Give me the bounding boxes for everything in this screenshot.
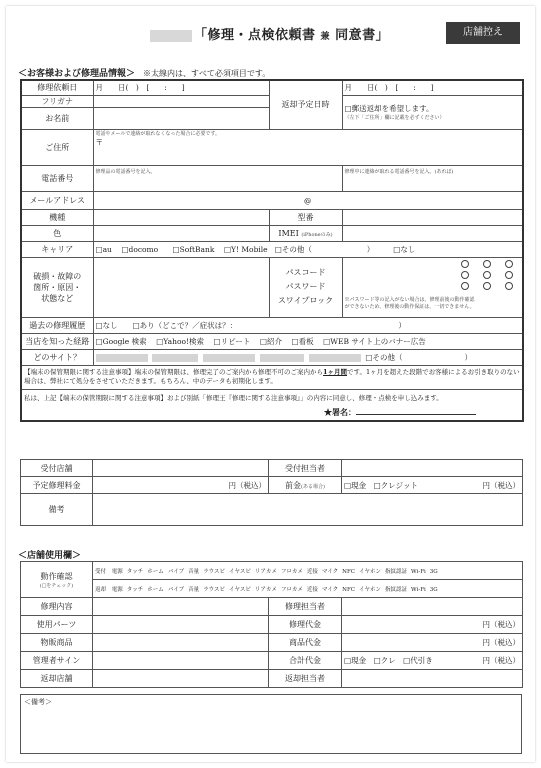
check-item[interactable]: タッチ xyxy=(126,568,144,575)
check-item[interactable]: Wi-Fi xyxy=(411,568,426,575)
repair-fee-field[interactable]: 円（税込） xyxy=(342,616,523,634)
mail-return-option[interactable]: □郵送返却を希望します。 （左下「ご住所」欄に記載を必ずください） xyxy=(342,95,523,129)
manager-sign-field[interactable] xyxy=(93,652,269,670)
deposit-field[interactable]: □現金 □クレジット 円（税込） xyxy=(342,477,523,494)
check-item[interactable]: 指紋認証 xyxy=(385,586,408,593)
check-item[interactable]: ホーム xyxy=(147,586,164,593)
store-copy-badge: 店舗控え xyxy=(446,22,520,44)
total-field[interactable]: □現金 □クレ □代引き 円（税込） xyxy=(342,652,523,670)
email-label: メールアドレス xyxy=(21,191,93,209)
store-use-table xyxy=(20,561,523,688)
reception-staff-label: 受付担当者 xyxy=(269,460,342,477)
source-label: 当店を知った経路 xyxy=(21,333,93,349)
check-item[interactable]: バイブ xyxy=(167,568,185,575)
return-store-label: 返却店舗 xyxy=(21,670,93,688)
source-option-yahoo[interactable]: □Yahoo!検索 xyxy=(156,336,204,346)
swipe-dot-icon xyxy=(483,260,491,268)
swipe-dot-icon xyxy=(461,282,469,290)
deposit-label: 前金(ある場合) xyxy=(269,477,342,494)
check-item[interactable]: 3G xyxy=(429,568,438,575)
check-item[interactable]: 指紋認証 xyxy=(385,568,408,575)
check-item[interactable]: 音量 xyxy=(188,586,200,593)
check-item[interactable]: 近接 xyxy=(306,586,318,593)
carrier-option-docomo[interactable]: □docomo xyxy=(121,244,159,254)
carrier-option-none[interactable]: □なし xyxy=(393,244,416,254)
storage-disclaimer: 【端末の保管期限に関する注意事項】端末の保管期限は、修理完了のご案内から修理不可のご案内から1ヶ月間です。1ヶ月を超えた段階でお客様によるお引き取りのない場合は、弊社にて処分をさせていただきます。もちろん、中のデータも初期化します。 xyxy=(21,365,523,389)
lock-labels: パスコード パスワード スワイプロック xyxy=(269,257,342,317)
repair-history-field[interactable]: □なし □あり（どこで？／症状は？： ） xyxy=(93,317,523,333)
model-number-label: 型番 xyxy=(269,209,342,225)
model-number-field[interactable] xyxy=(342,209,523,225)
imei-field[interactable] xyxy=(342,225,523,241)
swipe-dot-icon xyxy=(505,260,513,268)
check-item[interactable]: マイク xyxy=(321,568,339,575)
carrier-option-other[interactable]: □その他（ xyxy=(274,244,312,254)
reception-store-field[interactable] xyxy=(93,460,269,477)
total-label: 合計代金 xyxy=(269,652,342,670)
return-date-field[interactable]: 月 日( ) [ : ] xyxy=(342,80,523,95)
site-option-other[interactable]: □その他（ xyxy=(365,352,403,362)
check-item[interactable]: フロカメ xyxy=(280,586,303,593)
address-field[interactable]: 電話やメールで連絡が取れなくなった場合に必要です。 〒 xyxy=(93,129,523,165)
goods-fee-field[interactable]: 円（税込） xyxy=(342,634,523,652)
blurred-site-option xyxy=(309,354,361,362)
return-check-row[interactable]: 返却 電源 タッチ ホーム バイブ 音量 ラウスピ イヤスピ リアカメ フロカメ 近接 マイク NFC イヤホン 指紋認証 Wi-Fi 3G xyxy=(93,580,523,598)
source-option-web-banner[interactable]: □WEB サイト上のバナー広告 xyxy=(323,336,426,346)
imei-label: IMEI (iPhoneのみ) xyxy=(269,225,342,241)
swipe-dot-icon xyxy=(461,260,469,268)
repair-fee-label: 修理代金 xyxy=(269,616,342,634)
repair-content-field[interactable] xyxy=(93,598,269,616)
furigana-field[interactable] xyxy=(93,95,269,107)
goods-fee-label: 商品代金 xyxy=(269,634,342,652)
check-item[interactable]: 電源 xyxy=(111,586,123,593)
check-item[interactable]: リアカメ xyxy=(254,586,277,593)
carrier-option-softbank[interactable]: □SoftBank xyxy=(172,244,215,254)
color-label: 色 xyxy=(21,225,93,241)
carrier-option-au[interactable]: □au xyxy=(95,244,112,254)
return-staff-field[interactable] xyxy=(342,670,523,688)
source-option-google[interactable]: □Google 検索 xyxy=(95,336,147,346)
reception-check-row[interactable]: 受付 電源 タッチ ホーム バイブ 音量 ラウスピ イヤスピ リアカメ フロカメ 近接 マイク NFC イヤホン 指紋認証 Wi-Fi 3G xyxy=(93,562,523,580)
return-date-label: 返却予定日時 xyxy=(269,80,342,129)
blurred-site-option xyxy=(152,354,198,362)
check-item[interactable]: 電源 xyxy=(111,568,123,575)
parts-field[interactable] xyxy=(93,616,269,634)
email-field[interactable]: @ xyxy=(93,191,523,209)
blurred-site-option xyxy=(96,354,148,362)
blurred-site-option xyxy=(203,354,255,362)
check-item[interactable]: NFC xyxy=(342,586,356,593)
check-item[interactable]: イヤスピ xyxy=(229,586,251,593)
check-item[interactable]: フロカメ xyxy=(280,568,303,575)
remarks-field[interactable] xyxy=(93,494,523,526)
return-staff-label: 返却担当者 xyxy=(269,670,342,688)
source-option-repeat[interactable]: □リピート xyxy=(213,336,251,346)
swipe-pattern-grid[interactable] xyxy=(345,260,521,293)
check-item[interactable]: 3G xyxy=(429,586,438,593)
repair-staff-label: 修理担当者 xyxy=(269,598,342,616)
check-item[interactable]: イヤホン xyxy=(359,568,382,575)
carrier-options[interactable]: □au □docomo □SoftBank □Y! Mobile □その他（ ） □なし xyxy=(93,241,523,257)
check-item[interactable]: イヤスピ xyxy=(229,568,251,575)
swipe-dot-icon xyxy=(483,282,491,290)
request-date-label: 修理依頼日 xyxy=(21,80,93,95)
reception-table xyxy=(20,459,523,526)
goods-label: 物販商品 xyxy=(21,634,93,652)
check-item[interactable]: 近接 xyxy=(306,568,318,575)
store-section-heading: ＜店舗使用欄＞ xyxy=(18,551,82,561)
repair-history-label: 過去の修理履歴 xyxy=(21,317,93,333)
source-options[interactable] xyxy=(93,333,523,349)
reception-staff-field[interactable] xyxy=(342,460,523,477)
page-title: 「修理・点検依頼書 兼 同意書」 xyxy=(150,24,389,43)
store-notes-box[interactable] xyxy=(20,694,522,754)
check-item[interactable]: リアカメ xyxy=(254,568,277,575)
furigana-label: フリガナ xyxy=(21,95,93,107)
name-label: お名前 xyxy=(21,107,93,129)
blurred-site-option xyxy=(260,354,304,362)
site-label: どのサイト？ xyxy=(21,349,93,365)
check-item[interactable]: ラウスピ xyxy=(203,586,226,593)
check-item[interactable]: マイク xyxy=(321,586,339,593)
manager-sign-label: 管理者サイン xyxy=(21,652,93,670)
phone-label: 電話番号 xyxy=(21,165,93,191)
damage-label: 破損・故障の 箇所・原因・ 状態など xyxy=(21,257,93,317)
check-item[interactable]: Wi-Fi xyxy=(411,586,426,593)
carrier-label: キャリア xyxy=(21,241,93,257)
reception-store-label: 受付店舗 xyxy=(21,460,93,477)
estimated-fee-field[interactable]: 円（税込） xyxy=(93,477,269,494)
phone-field-2[interactable]: 修理中に連絡が取れる電話番号を記入。(あれば) xyxy=(342,165,523,191)
damage-field[interactable] xyxy=(93,257,269,317)
estimated-fee-label: 予定修理料金 xyxy=(21,477,93,494)
customer-section-heading: ＜お客様および修理品情報＞ ※太線内は、すべて必須項目です。 xyxy=(18,69,271,79)
name-field[interactable] xyxy=(93,107,269,129)
model-field[interactable] xyxy=(93,209,269,225)
address-label: ご住所 xyxy=(21,129,93,165)
carrier-option-ymobile[interactable]: □Y! Mobile xyxy=(223,244,268,254)
check-item[interactable]: タッチ xyxy=(126,586,144,593)
blurred-store-name xyxy=(150,30,192,42)
model-label: 機種 xyxy=(21,209,93,225)
site-options[interactable]: □その他（ ） xyxy=(93,349,523,365)
phone-field-1[interactable]: 修理品の電話番号を記入。 xyxy=(93,165,342,191)
operation-check-label: 動作確認 (□をチェック) xyxy=(21,562,93,598)
color-field[interactable] xyxy=(93,225,269,241)
swipe-dot-icon xyxy=(505,282,513,290)
repair-content-label: 修理内容 xyxy=(21,598,93,616)
store-notes-label: ＜備考＞ xyxy=(24,698,52,706)
parts-label: 使用パーツ xyxy=(21,616,93,634)
check-item[interactable]: 音量 xyxy=(188,568,200,575)
check-item[interactable]: イヤホン xyxy=(359,586,382,593)
swipe-dot-icon xyxy=(483,271,491,279)
request-date-field[interactable]: 月 日( ) [ : ] xyxy=(93,80,269,95)
return-store-field[interactable] xyxy=(93,670,269,688)
source-option-referral[interactable]: □紹介 xyxy=(259,336,282,346)
check-item[interactable]: バイブ xyxy=(167,586,185,593)
remarks-label: 備考 xyxy=(21,494,93,526)
repair-staff-field[interactable] xyxy=(342,598,523,616)
check-item[interactable]: ホーム xyxy=(147,568,164,575)
agreement-block: 私は、上記【端末の保管期限に関する注意事項】および別紙「修理王『修理に関する注意事項』」の内容に同意し、修理・点検を申し込みます。 ★署名： xyxy=(21,389,523,421)
swipe-dot-icon xyxy=(505,271,513,279)
source-option-signboard[interactable]: □看板 xyxy=(291,336,314,346)
customer-info-table xyxy=(20,79,524,422)
goods-field[interactable] xyxy=(93,634,269,652)
swipe-dot-icon xyxy=(461,271,469,279)
check-item[interactable]: NFC xyxy=(342,568,356,575)
check-item[interactable]: ラウスピ xyxy=(203,568,226,575)
passcode-field[interactable]: ※パスワード等の記入がない場合は、修理前後の動作確認 ができないため、修理後の動作保証は、一切できません。 xyxy=(342,257,523,317)
signature-field[interactable]: ★署名： xyxy=(324,407,520,417)
